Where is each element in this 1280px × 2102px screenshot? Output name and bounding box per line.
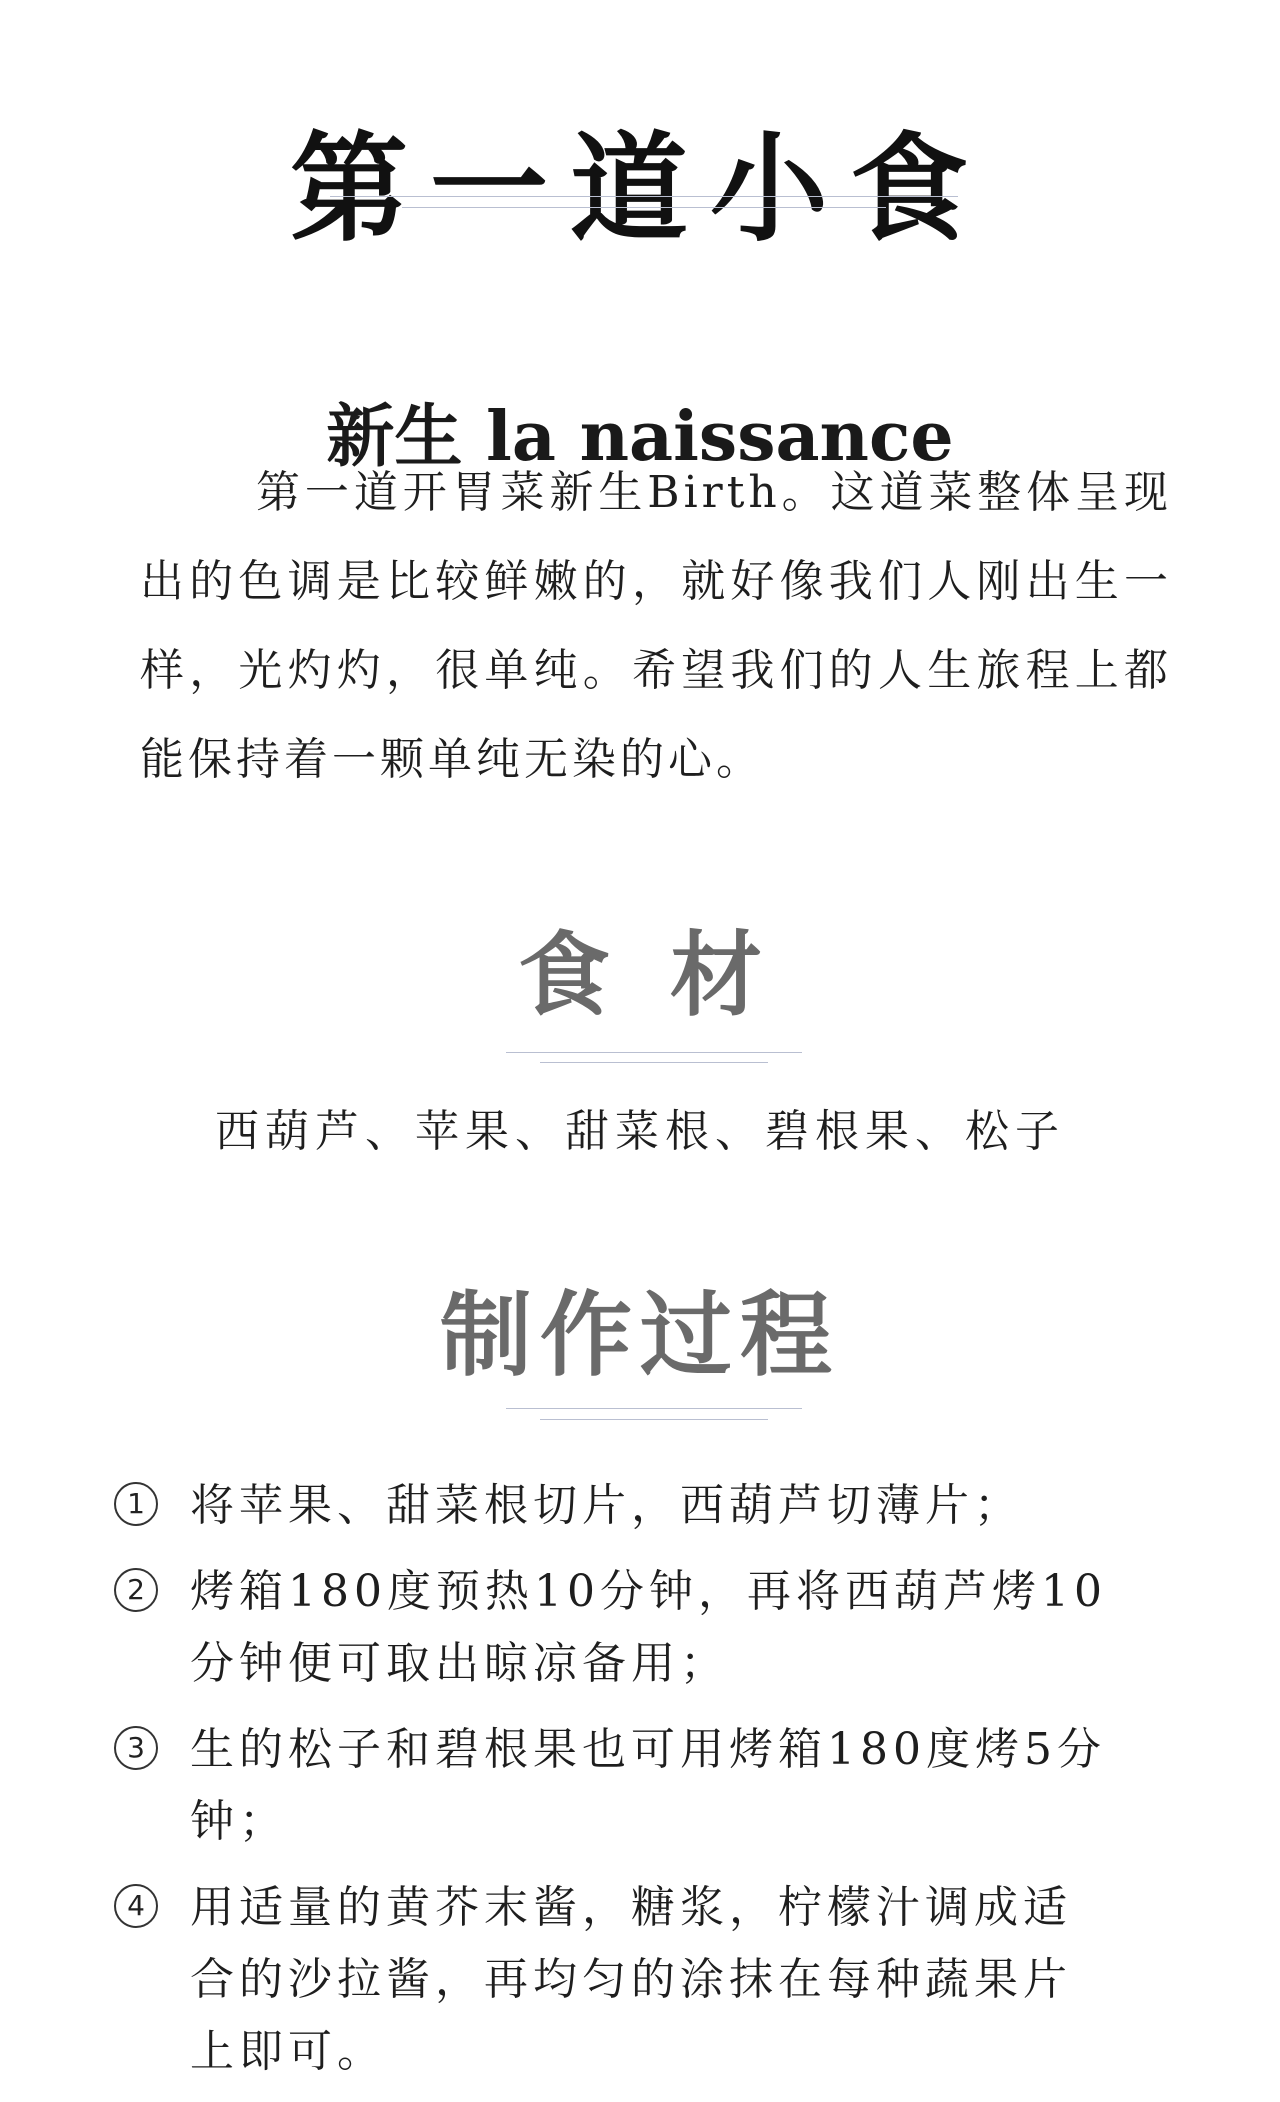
ingredients-heading: 食材: [517, 921, 822, 1029]
title-divider-bottom: [402, 207, 886, 208]
process-divider-bottom: [540, 1419, 768, 1420]
step-text: 将苹果、甜菜根切片，西葫芦切薄片；: [190, 1480, 1023, 1531]
step-item: [110, 1556, 1120, 1700]
ingredients-divider-bottom: [540, 1062, 768, 1063]
process-divider-top: [506, 1408, 802, 1409]
step-text: 生的松子和碧根果也可用烤箱180度烤5分钟；: [190, 1724, 1106, 1847]
dish-description: 第一道开胃菜新生Birth。这道菜整体呈现出的色调是比较鲜嫩的，就好像我们人刚出生一样，光灼灼，很单纯。希望我们的人生旅程上都能保持着一颗单纯无染的心。: [140, 467, 1172, 785]
step-number-badge: 1: [114, 1482, 158, 1526]
dish-title: 新生 la naissance: [326, 397, 954, 478]
page-title: 第一道小食: [289, 119, 990, 259]
step-text: 用适量的黄芥末酱，糖浆，柠檬汁调成适合的沙拉酱，再均匀的涂抹在每种蔬果片上即可。: [190, 1882, 1072, 2077]
step-text: 烤箱180度预热10分钟，再将西葫芦烤10分钟便可取出晾凉备用；: [190, 1566, 1107, 1689]
process-heading: 制作过程: [439, 1281, 840, 1389]
step-number-badge: 2: [114, 1568, 158, 1612]
step-item: [110, 1470, 1120, 1542]
ingredients-list: 西葫芦、苹果、甜菜根、碧根果、松子: [215, 1106, 1065, 1157]
step-item: [110, 1872, 1120, 2088]
title-divider-top: [330, 196, 958, 197]
step-number-badge: 4: [114, 1884, 158, 1928]
step-number-badge: 3: [114, 1726, 158, 1770]
step-item: [110, 1714, 1120, 1858]
ingredients-divider-top: [506, 1052, 802, 1053]
process-steps: [110, 1470, 1120, 2102]
